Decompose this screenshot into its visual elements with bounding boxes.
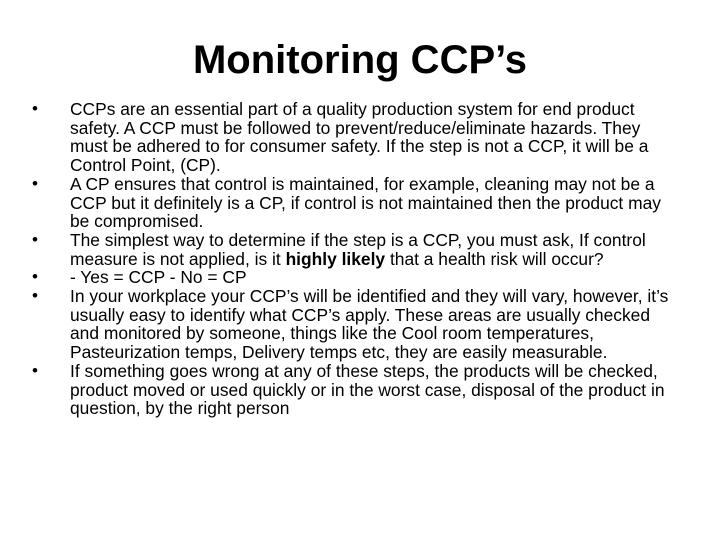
bullet-text: If something goes wrong at any of these steps, the products will be checked, product moved or used quickly or in the worst case, disposal of the product in question, by the right person <box>70 360 665 419</box>
bullet-text-part: that a health risk will occur? <box>385 248 604 269</box>
bullet-item <box>32 173 680 232</box>
bullet-text-part: The simplest way to determine if the step is a CCP, you must ask, If control measure is not applied, is it <box>70 229 646 269</box>
bullet-item <box>32 229 680 269</box>
bullet-item <box>32 99 680 176</box>
slide-title: Monitoring CCP’s <box>192 38 528 82</box>
bullet-text: In your workplace your CCP’s will be identified and they will vary, however, it’s usually easy to identify what CCP’s apply. These areas are usually checked and monitored by someone, things like the Cool room temperatures, Pasteurization temps, Delivery temps etc, they are easily measurable. <box>70 286 669 363</box>
bullet-icon: • <box>32 360 38 380</box>
bullet-text: CCPs are an essential part of a quality production system for end product safety. A CCP must be followed to prevent/reduce/eliminate hazards. They must be adhered to for consumer safety. If the step is not a CCP, it will be a Control Point, (CP). <box>70 99 649 176</box>
bullet-text: - Yes = CCP - No = CP <box>70 267 247 288</box>
bullet-icon: • <box>32 267 38 287</box>
bullet-list <box>32 99 680 419</box>
bullet-text <box>70 230 646 269</box>
bullet-text: A CP ensures that control is maintained, for example, cleaning may not be a CCP but it definitely is a CP, if control is not maintained then the product may be compromised. <box>70 173 661 232</box>
bullet-item <box>32 267 680 288</box>
bullet-item <box>32 286 680 363</box>
bullet-icon: • <box>32 173 38 193</box>
bullet-icon: • <box>32 229 38 249</box>
bullet-item <box>32 360 680 419</box>
bullet-icon: • <box>32 99 38 118</box>
bullet-text-emphasis: highly likely <box>285 248 386 269</box>
bullet-icon: • <box>32 286 38 306</box>
